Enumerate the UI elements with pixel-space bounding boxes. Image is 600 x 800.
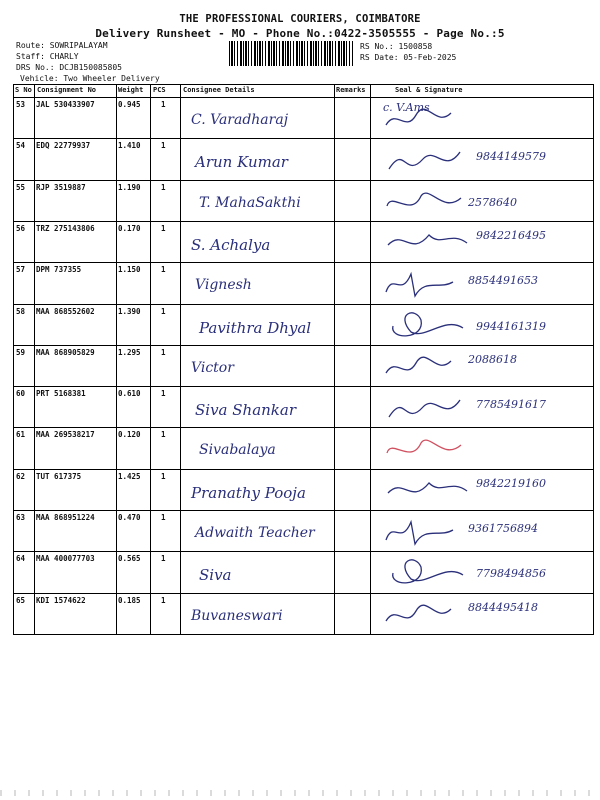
row-divider bbox=[13, 510, 594, 511]
row-divider bbox=[13, 469, 594, 470]
row-pcs: 1 bbox=[161, 471, 166, 481]
consignee-handwriting: Sivabalaya bbox=[199, 442, 276, 459]
consignee-handwriting: Siva bbox=[199, 566, 232, 585]
consignee-handwriting: Pranathy Pooja bbox=[191, 483, 306, 502]
row-sno: 59 bbox=[16, 347, 26, 357]
row-weight: 1.390 bbox=[118, 306, 141, 316]
row-divider bbox=[13, 304, 594, 305]
scan-artifact bbox=[0, 790, 600, 796]
row-pcs: 1 bbox=[161, 100, 166, 109]
row-pcs: 1 bbox=[161, 430, 166, 440]
row-pcs: 1 bbox=[161, 347, 166, 357]
signature-phone: 7785491617 bbox=[476, 398, 546, 412]
col-header-sno: S No bbox=[15, 86, 32, 94]
company-title: THE PROFESSIONAL COURIERS, COIMBATORE bbox=[179, 13, 421, 25]
row-consignment: TRZ 275143806 bbox=[36, 223, 95, 233]
runsheet-table bbox=[13, 84, 594, 635]
rs-number: RS No.: 1500858 bbox=[360, 42, 433, 51]
signature-scribble bbox=[381, 433, 471, 467]
row-pcs: 1 bbox=[161, 223, 166, 233]
barcode-icon bbox=[229, 41, 353, 66]
row-sno: 56 bbox=[16, 223, 26, 233]
signature-scribble bbox=[381, 186, 471, 220]
consignee-handwriting: T. MahaSakthi bbox=[199, 194, 301, 211]
row-consignment: TUT 617375 bbox=[36, 471, 82, 481]
signature-phone: 8844495418 bbox=[468, 600, 538, 614]
signature-phone: 9842219160 bbox=[476, 476, 546, 490]
col-header-remarks: Remarks bbox=[336, 86, 366, 94]
signature-phone: 9842216495 bbox=[476, 228, 546, 242]
consignee-handwriting: Victor bbox=[191, 359, 234, 376]
row-pcs: 1 bbox=[161, 513, 166, 522]
row-divider bbox=[13, 551, 594, 552]
consignee-handwriting: Arun Kumar bbox=[195, 153, 288, 172]
col-header-signature: Seal & Signature bbox=[395, 86, 463, 94]
rs-date: RS Date: 05-Feb-2025 bbox=[360, 53, 457, 62]
row-sno: 63 bbox=[16, 513, 26, 522]
signature-scribble bbox=[381, 516, 471, 550]
row-sno: 60 bbox=[16, 389, 26, 399]
consignee-handwriting: C. Varadharaj bbox=[191, 112, 289, 128]
row-divider bbox=[13, 345, 594, 346]
col-header-consignee: Consignee Details bbox=[183, 86, 255, 94]
row-consignment: JAL 530433907 bbox=[36, 100, 95, 109]
row-divider bbox=[13, 180, 594, 181]
row-pcs: 1 bbox=[161, 141, 166, 151]
row-weight: 0.470 bbox=[118, 513, 141, 522]
signature-phone: 9944161319 bbox=[476, 319, 546, 333]
row-sno: 53 bbox=[16, 100, 26, 109]
signature-scribble bbox=[385, 227, 475, 261]
row-weight: 0.610 bbox=[118, 389, 141, 399]
row-consignment: MAA 868951224 bbox=[36, 513, 95, 522]
row-weight: 1.410 bbox=[118, 141, 141, 151]
row-pcs: 1 bbox=[161, 265, 166, 275]
row-sno: 61 bbox=[16, 430, 26, 440]
signature-scribble bbox=[381, 351, 471, 385]
row-weight: 0.170 bbox=[118, 223, 141, 233]
row-sno: 62 bbox=[16, 471, 26, 481]
row-divider bbox=[13, 593, 594, 594]
route-label: Route: SOWRIPALAYAM bbox=[16, 41, 108, 50]
signature-scribble bbox=[385, 310, 475, 344]
signature-scribble bbox=[381, 268, 471, 302]
row-consignment: KDI 1574622 bbox=[36, 595, 86, 605]
signature-scribble bbox=[385, 475, 475, 509]
col-header-weight: Weight bbox=[118, 86, 144, 94]
consignee-handwriting: Vignesh bbox=[195, 277, 252, 294]
signature-phone: 9844149579 bbox=[476, 150, 546, 164]
row-weight: 0.185 bbox=[118, 595, 141, 605]
row-divider bbox=[13, 262, 594, 263]
row-weight: 1.425 bbox=[118, 471, 141, 481]
col-header-consignment: Consignment No bbox=[37, 86, 97, 94]
row-weight: 0.565 bbox=[118, 554, 141, 564]
row-sno: 57 bbox=[16, 265, 26, 275]
signature-scribble bbox=[381, 599, 471, 633]
signature-scribble bbox=[385, 557, 475, 591]
col-header-pcs: PCS bbox=[153, 86, 166, 94]
row-consignment: MAA 868552602 bbox=[36, 306, 95, 316]
signature-phone: 2578640 bbox=[468, 195, 517, 209]
consignee-handwriting: Pavithra Dhyal bbox=[199, 318, 312, 337]
row-weight: 1.150 bbox=[118, 265, 141, 275]
vehicle-label: Vehicle: Two Wheeler Delivery bbox=[20, 74, 160, 83]
row-pcs: 1 bbox=[161, 182, 166, 192]
consignee-handwriting: Siva Shankar bbox=[195, 401, 297, 420]
row-sno: 55 bbox=[16, 182, 26, 192]
signature-scribble bbox=[385, 144, 475, 178]
row-consignment: PRT 5168381 bbox=[36, 389, 86, 399]
signature-phone: 9361756894 bbox=[468, 522, 538, 535]
consignee-handwriting: S. Achalya bbox=[191, 235, 271, 254]
signature-phone: 8854491653 bbox=[468, 274, 538, 288]
row-pcs: 1 bbox=[161, 554, 166, 564]
row-sno: 64 bbox=[16, 554, 26, 564]
row-consignment: DPM 737355 bbox=[36, 265, 82, 275]
row-consignment: MAA 868905829 bbox=[36, 347, 95, 357]
consignee-handwriting: Buvaneswari bbox=[191, 607, 283, 624]
row-divider bbox=[13, 386, 594, 387]
signature-scribble bbox=[385, 392, 475, 426]
row-consignment: MAA 269538217 bbox=[36, 430, 95, 440]
row-consignment: RJP 3519887 bbox=[36, 182, 86, 192]
row-sno: 54 bbox=[16, 141, 26, 151]
row-divider bbox=[13, 427, 594, 428]
signature-phone: 7798494856 bbox=[476, 567, 546, 581]
row-pcs: 1 bbox=[161, 389, 166, 399]
row-consignment: MAA 400077703 bbox=[36, 554, 95, 564]
signature-phone: 2088618 bbox=[468, 352, 517, 366]
row-weight: 1.190 bbox=[118, 182, 141, 192]
row-pcs: 1 bbox=[161, 306, 166, 316]
row-divider bbox=[13, 138, 594, 139]
drs-number: DRS No.: DCJB150085805 bbox=[16, 63, 122, 72]
staff-label: Staff: CHARLY bbox=[16, 52, 79, 61]
row-weight: 0.120 bbox=[118, 430, 141, 440]
row-sno: 58 bbox=[16, 306, 26, 316]
row-weight: 0.945 bbox=[118, 100, 141, 109]
row-divider bbox=[13, 221, 594, 222]
runsheet-subtitle: Delivery Runsheet - MO - Phone No.:0422-3505555 - Page No.:5 bbox=[95, 27, 505, 40]
row-consignment: EDQ 22779937 bbox=[36, 141, 91, 151]
consignee-handwriting: Adwaith Teacher bbox=[195, 525, 315, 541]
row-sno: 65 bbox=[16, 595, 26, 605]
row-weight: 1.295 bbox=[118, 347, 141, 357]
row-pcs: 1 bbox=[161, 595, 166, 605]
signature-name: c. V.Ams bbox=[383, 101, 430, 114]
